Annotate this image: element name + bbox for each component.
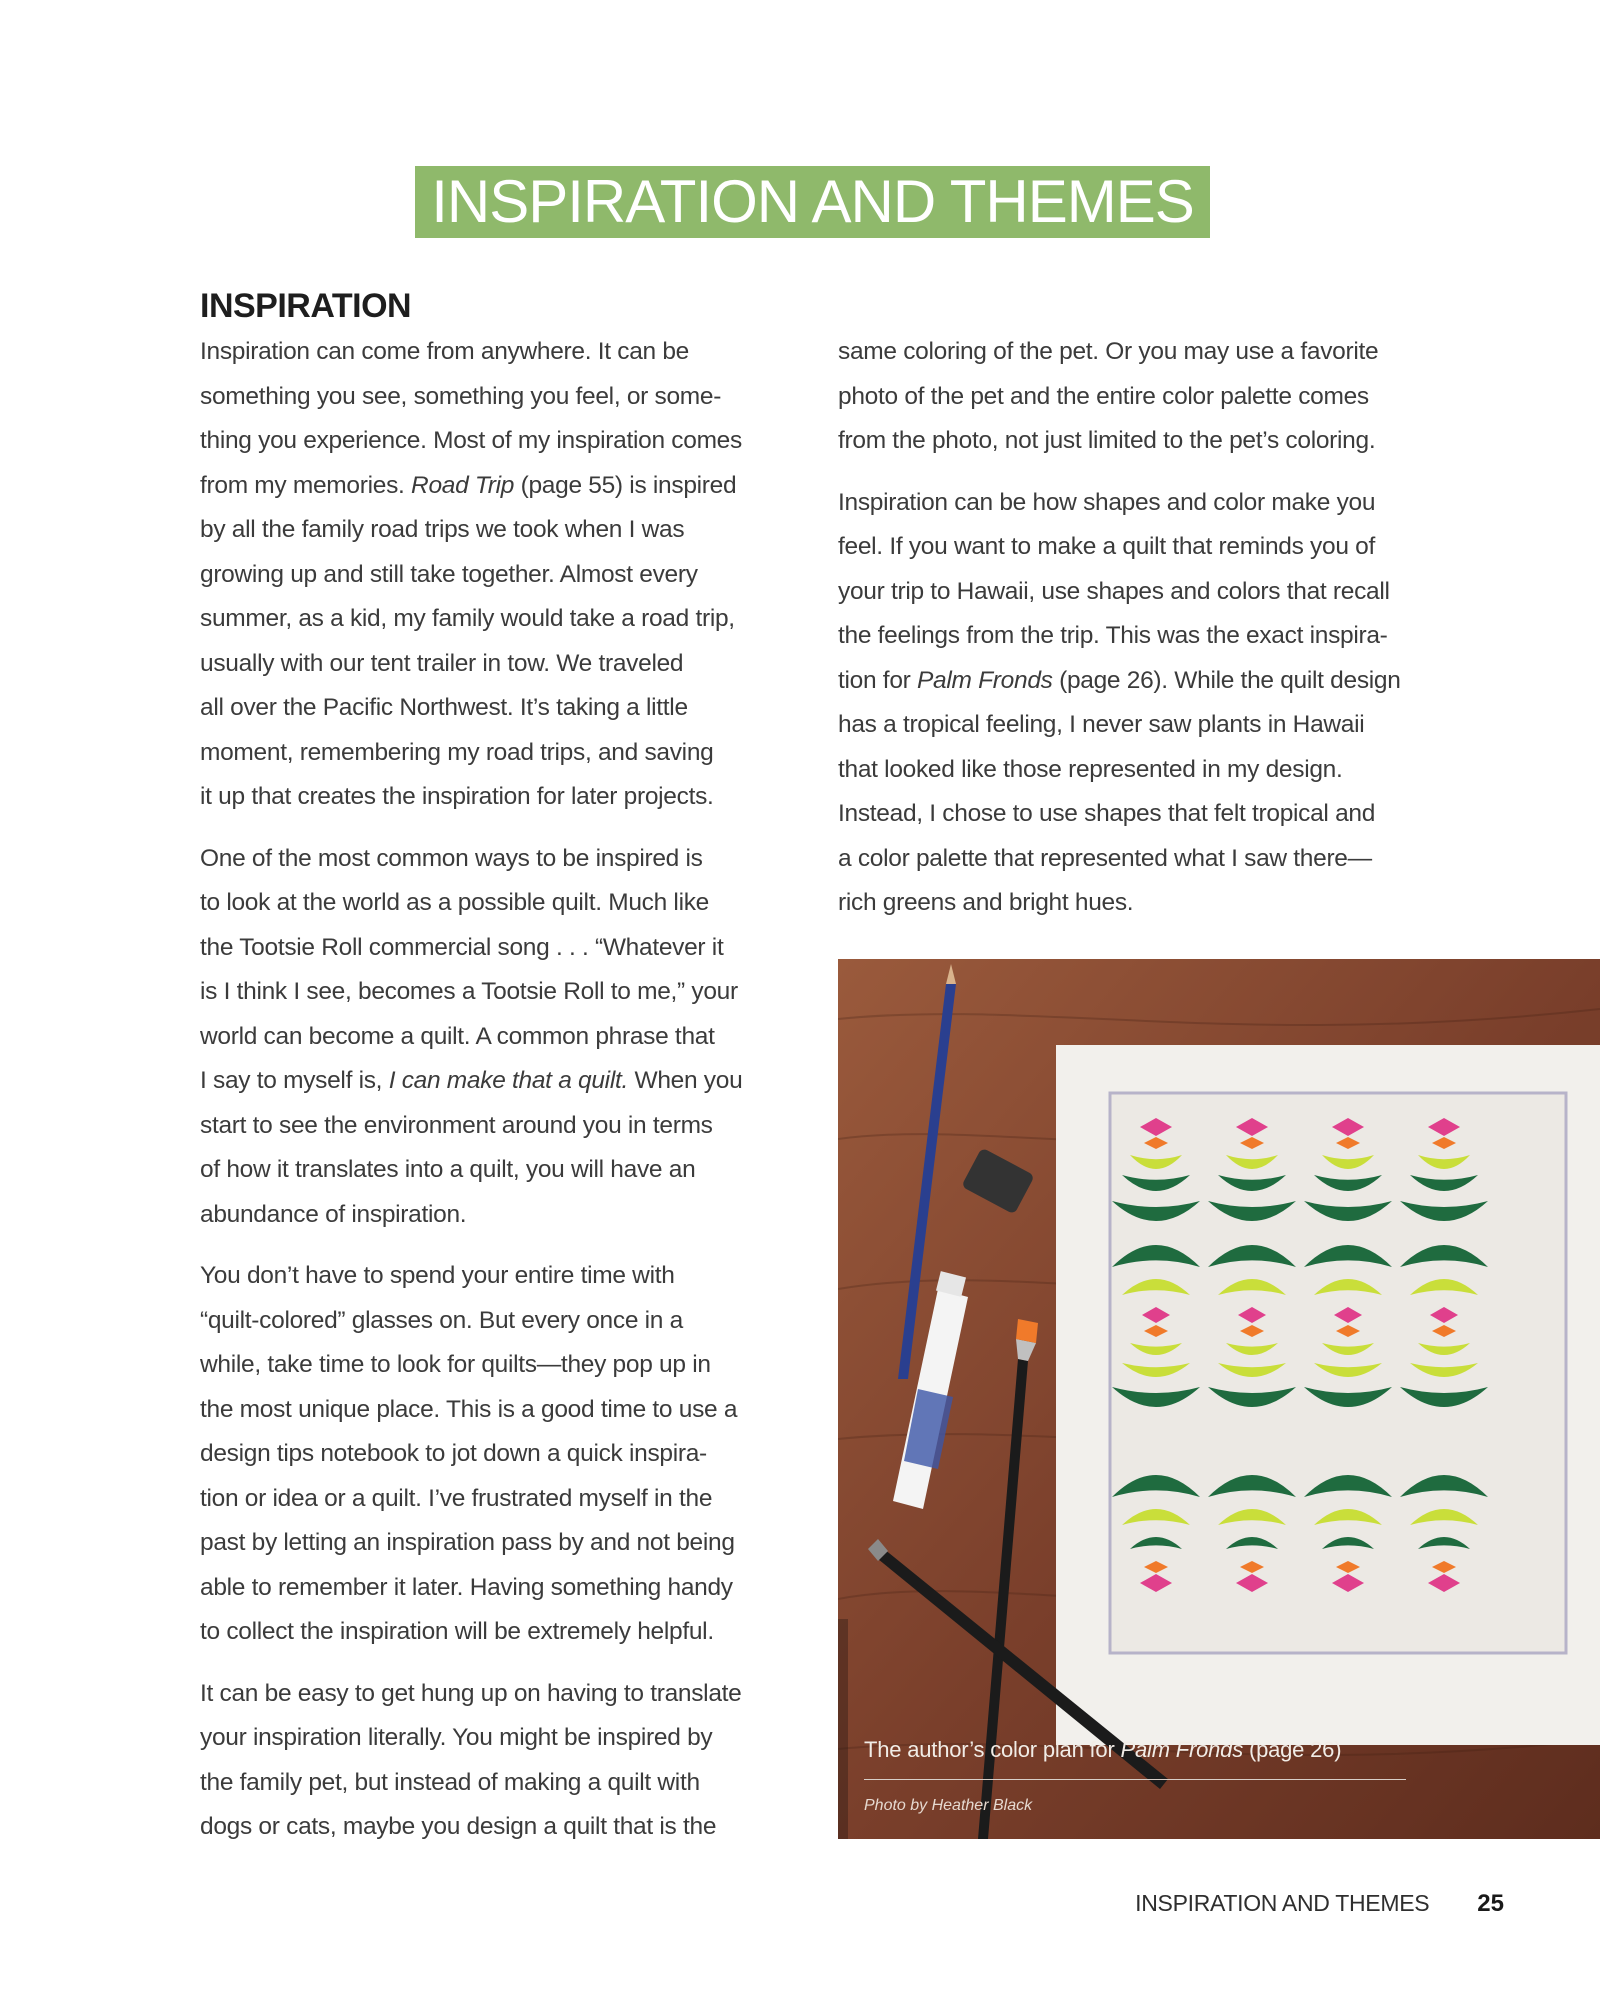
text-line bbox=[200, 1059, 800, 1104]
paragraph-5 bbox=[838, 330, 1438, 464]
text-line: has a tropical feeling, I never saw plants in Hawaii bbox=[838, 711, 1365, 738]
chapter-title: INSPIRATION AND THEMES bbox=[415, 166, 1210, 238]
text-run: I say to myself is, bbox=[200, 1067, 389, 1094]
caption-text: (page 26) bbox=[1243, 1737, 1342, 1762]
right-column bbox=[838, 330, 1438, 943]
color-plan-photo bbox=[838, 959, 1600, 1839]
paragraph-6 bbox=[838, 481, 1438, 926]
text-line: photo of the pet and the entire color palette comes bbox=[838, 382, 1369, 410]
text-line: a color palette that represented what I saw there— bbox=[838, 844, 1372, 872]
text-line: is I think I see, becomes a Tootsie Roll to me,” your bbox=[200, 978, 738, 1005]
text-line: your inspiration literally. You might be inspired by bbox=[200, 1724, 713, 1751]
text-run: (page 26). While the quilt design bbox=[1052, 666, 1401, 694]
text-line: by all the family road trips we took when I was bbox=[200, 516, 685, 543]
text-line: past by letting an inspiration pass by and not being bbox=[200, 1529, 735, 1556]
text-run: from my memories. bbox=[200, 471, 412, 499]
text-line: Inspiration can come from anywhere. It can be bbox=[200, 338, 690, 365]
text-line bbox=[838, 659, 1438, 704]
text-run: tion for bbox=[838, 666, 918, 694]
section-heading: INSPIRATION bbox=[200, 287, 412, 325]
text-line: to collect the inspiration will be extremely helpful. bbox=[200, 1618, 714, 1645]
text-line: summer, as a kid, my family would take a road trip, bbox=[200, 605, 735, 632]
paragraph-3 bbox=[200, 1254, 800, 1655]
page-footer bbox=[1135, 1890, 1504, 1918]
text-line: start to see the environment around you in terms bbox=[200, 1111, 713, 1139]
text-line: usually with our tent trailer in tow. We traveled bbox=[200, 649, 684, 677]
text-line: to look at the world as a possible quilt. Much like bbox=[200, 889, 709, 916]
photo-illustration bbox=[838, 959, 1600, 1839]
text-line: world can become a quilt. A common phrase that bbox=[200, 1022, 715, 1050]
text-line: of how it translates into a quilt, you will have an bbox=[200, 1156, 696, 1183]
text-line: the feelings from the trip. This was the exact inspira- bbox=[838, 622, 1388, 649]
text-line: your trip to Hawaii, use shapes and colors that recall bbox=[838, 577, 1390, 605]
text-line: rich greens and bright hues. bbox=[838, 889, 1134, 916]
text-line: design tips notebook to jot down a quick inspira- bbox=[200, 1440, 707, 1467]
left-column bbox=[200, 330, 800, 1867]
page-number: 25 bbox=[1477, 1890, 1504, 1917]
text-line: dogs or cats, maybe you design a quilt that is the bbox=[200, 1813, 717, 1840]
text-line: while, take time to look for quilts—they pop up in bbox=[200, 1351, 711, 1378]
text-line: the most unique place. This is a good time to use a bbox=[200, 1395, 738, 1423]
text-line: You don’t have to spend your entire time with bbox=[200, 1262, 675, 1289]
text-run: (page 55) is inspired bbox=[514, 471, 737, 499]
text-line: something you see, something you feel, or some- bbox=[200, 382, 722, 410]
text-line: One of the most common ways to be inspired is bbox=[200, 844, 703, 872]
text-line: “quilt-colored” glasses on. But every once in a bbox=[200, 1306, 683, 1334]
text-line: all over the Pacific Northwest. It’s taking a little bbox=[200, 694, 688, 721]
paragraph-2 bbox=[200, 837, 800, 1238]
text-line: that looked like those represented in my design. bbox=[838, 755, 1343, 783]
text-line: abundance of inspiration. bbox=[200, 1200, 467, 1228]
text-line: from the photo, not just limited to the pet’s coloring. bbox=[838, 427, 1376, 454]
text-line: able to remember it later. Having something handy bbox=[200, 1573, 733, 1601]
text-line: feel. If you want to make a quilt that reminds you of bbox=[838, 533, 1376, 560]
text-line: Instead, I chose to use shapes that felt tropical and bbox=[838, 800, 1376, 827]
text-run: When you bbox=[627, 1067, 743, 1094]
caption-text: The author’s color plan for bbox=[864, 1737, 1121, 1762]
text-line: the Tootsie Roll commercial song . . . “Whatever it bbox=[200, 933, 724, 961]
text-line: Inspiration can be how shapes and color make you bbox=[838, 488, 1376, 516]
text-line: It can be easy to get hung up on having to translate bbox=[200, 1679, 742, 1707]
text-line: moment, remembering my road trips, and saving bbox=[200, 738, 714, 766]
photo-credit: Photo by Heather Black bbox=[864, 1797, 1033, 1814]
italic-phrase: I can make that a quilt. bbox=[388, 1067, 628, 1094]
text-line: it up that creates the inspiration for later projects. bbox=[200, 783, 714, 810]
book-title-road-trip: Road Trip bbox=[411, 471, 515, 499]
text-line: tion or idea or a quilt. I’ve frustrated myself in the bbox=[200, 1484, 713, 1512]
text-line: thing you experience. Most of my inspiration comes bbox=[200, 427, 742, 454]
running-footer-title: INSPIRATION AND THEMES bbox=[1135, 1890, 1430, 1916]
book-title-palm-fronds: Palm Fronds bbox=[917, 666, 1053, 694]
photo-caption bbox=[864, 1737, 1341, 1763]
text-line: the family pet, but instead of making a quilt with bbox=[200, 1768, 700, 1796]
caption-divider bbox=[864, 1779, 1406, 1780]
text-line bbox=[200, 464, 800, 509]
text-line: same coloring of the pet. Or you may use a favorite bbox=[838, 338, 1379, 365]
paragraph-1 bbox=[200, 330, 800, 820]
paragraph-4 bbox=[200, 1672, 800, 1850]
text-line: growing up and still take together. Almost every bbox=[200, 560, 698, 588]
caption-title: Palm Fronds bbox=[1120, 1737, 1244, 1762]
